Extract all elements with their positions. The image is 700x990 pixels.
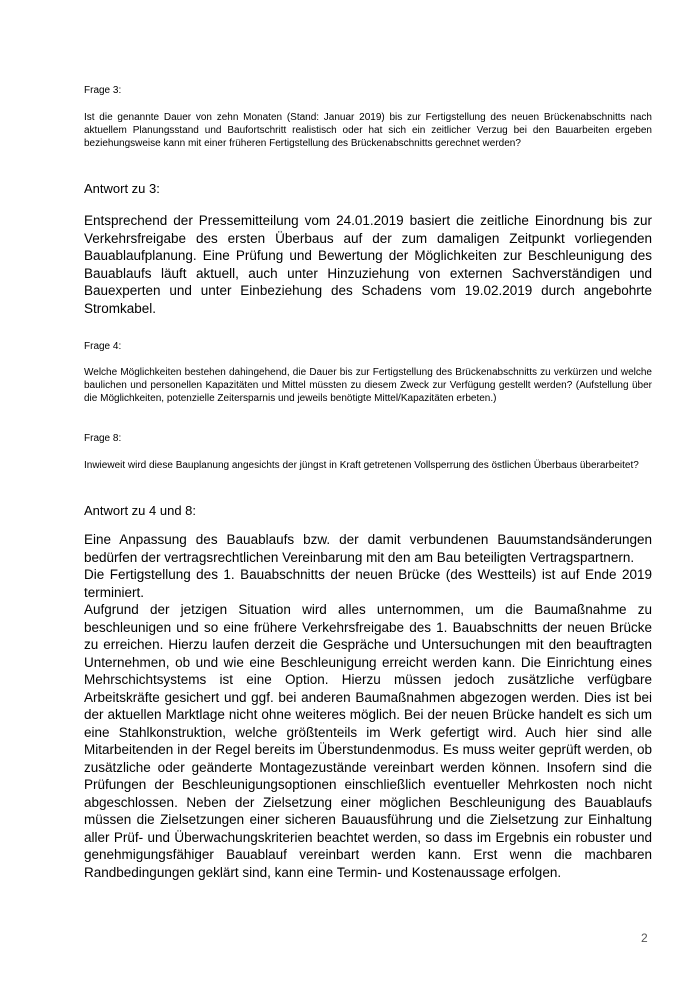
frage-4-label: Frage 4: — [84, 341, 122, 352]
frage-8-text: Inwieweit wird diese Bauplanung angesichts der jüngst in Kraft getretenen Vollsperrung des östlichen Überbaus überarbeitet? — [84, 460, 639, 471]
frage-3-text: Ist die genannte Dauer von zehn Monaten (Stand: Januar 2019) bis zur Fertigstellung des neuen Brückenabschnitts nach aktuellem Planungsstand und Baufortschritt realistisch oder hat sich ein zeitlicher Verzug bei den Bauarbeiten ergeben beziehungsweise kann mit einer früheren Fertigstellung des Brückenabschnitts gerechnet werden? — [84, 112, 652, 149]
frage-3-label: Frage 3: — [84, 85, 122, 96]
antwort-4-8-body — [84, 531, 652, 881]
antwort-4-8-paragraph-2: Die Fertigstellung des 1. Bauabschnitts der neuen Brücke (des Westteils) ist auf Ende 2019 terminiert. — [84, 567, 652, 600]
antwort-4-8-label: Antwort zu 4 und 8: — [84, 503, 197, 518]
frage-8-label: Frage 8: — [84, 433, 122, 444]
frage-4-text: Welche Möglichkeiten bestehen dahingehend, die Dauer bis zur Fertigstellung des Brückenabschnitts zu verkürzen und welche baulichen und personellen Kapazitäten und Mittel müssten zu diesem Zweck zur Verfügung gestellt werden? (Aufstellung über die Möglichkeiten, potenzielle Zeitersparnis und jeweils benötigte Mittel/Kapazitäten erbeten.) — [84, 367, 652, 404]
antwort-3-label: Antwort zu 3: — [84, 181, 160, 196]
antwort-3-text: Entsprechend der Pressemitteilung vom 24.01.2019 basiert die zeitliche Einordnung bis zur Verkehrsfreigabe des ersten Überbaus auf der zum damaligen Zeitpunkt vorliegenden Bauablaufplanung. Eine Prüfung und Bewertung der Möglichkeiten zur Beschleunigung des Bauablaufs läuft aktuell, auch unter Hinzuziehung von externen Sachverständigen und Bauexperten und unter Einbeziehung des Schadens vom 19.02.2019 durch angebohrte Stromkabel. — [84, 213, 652, 316]
antwort-4-8-paragraph-3: Aufgrund der jetzigen Situation wird alles unternommen, um die Baumaßnahme zu beschleunigen und so eine frühere Verkehrsfreigabe des 1. Bauabschnitts der neuen Brücke zu erreichen. Hierzu laufen derzeit die Gespräche und Untersuchungen mit den beauftragten Unternehmen, ob und wie eine Beschleunigung erreicht werden kann. Die Einrichtung eines Mehrschichtsystems ist eine Option. Hierzu müssen jedoch zusätzliche verfügbare Arbeitskräfte gesichert und ggf. bei anderen Baumaßnahmen abgezogen werden. Dies ist bei der aktuellen Marktlage nicht ohne weiteres möglich. Bei der neuen Brücke handelt es sich um eine Stahlkonstruktion, welche größtenteils im Werk gefertigt wird. Auch hier sind alle Mitarbeitenden in der Regel bereits im Überstundenmodus. Es muss weiter geprüft werden, ob zusätzliche oder geänderte Montagezustände vereinbart werden können. Insofern sind die Prüfungen der Beschleunigungsoptionen einschließlich eventueller Mehrkosten noch nicht abgeschlossen. Neben der Zielsetzung einer möglichen Beschleunigung des Bauablaufs müssen die Zielsetzungen einer sicheren Bauausführung und die Zielsetzung zur Einhaltung aller Prüf- und Überwachungskriterien beachtet werden, so dass im Ergebnis ein robuster und genehmigungsfähiger Bauablauf vereinbart werden kann. Erst wenn die machbaren Randbedingungen geklärt sind, kann eine Termin- und Kostenaussage erfolgen. — [84, 602, 652, 880]
page-number: 2 — [641, 931, 648, 945]
antwort-4-8-paragraph-1: Eine Anpassung des Bauablaufs bzw. der damit verbundenen Bauumstandsänderungen bedürfen der vertragsrechtlichen Vereinbarung mit den am Bau beteiligten Vertragspartnern. — [84, 532, 652, 565]
